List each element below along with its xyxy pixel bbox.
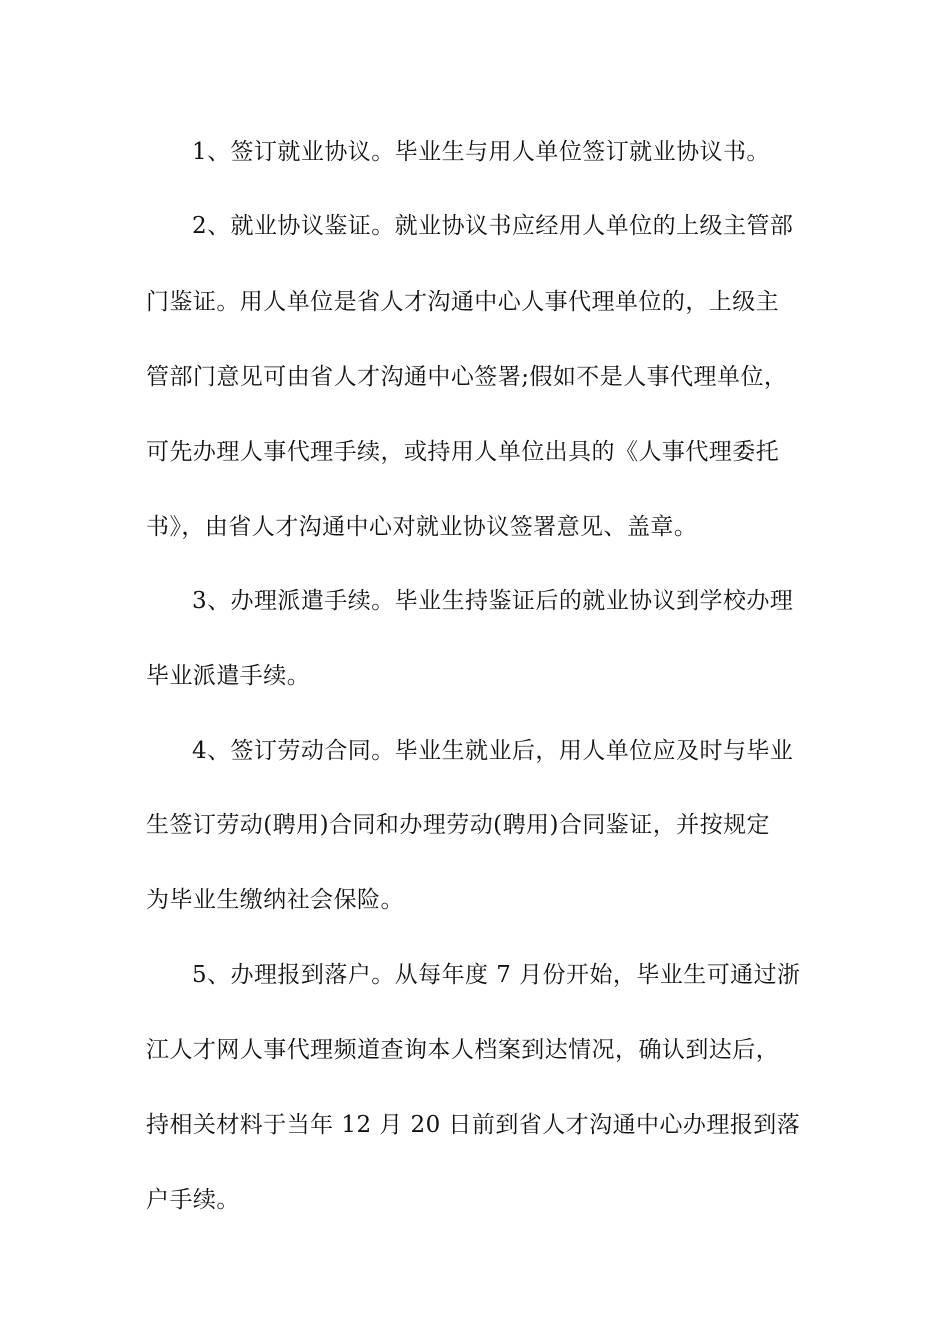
paragraph-4-line-1: 4、签订劳动合同。毕业生就业后，用人单位应及时与毕业	[192, 738, 794, 764]
paragraph-5-line-3: 持相关材料于当年 12 月 20 日前到省人才沟通中心办理报到落	[146, 1112, 801, 1138]
paragraph-3-line-2: 毕业派遣手续。	[146, 663, 311, 689]
paragraph-2-line-2: 门鉴证。用人单位是省人才沟通中心人事代理单位的，上级主	[146, 289, 780, 315]
paragraph-4-line-3: 为毕业生缴纳社会保险。	[146, 887, 404, 913]
paragraph-2-line-4: 可先办理人事代理手续，或持用人单位出具的《人事代理委托	[146, 439, 780, 465]
paragraph-1-line-1: 1、签订就业协议。毕业生与用人单位签订就业协议书。	[192, 139, 770, 165]
paragraph-5-line-2: 江人才网人事代理频道查询本人档案到达情况，确认到达后，	[146, 1037, 780, 1063]
paragraph-2-line-1: 2、就业协议鉴证。就业协议书应经用人单位的上级主管部	[192, 213, 794, 239]
paragraph-3-line-1: 3、办理派遣手续。毕业生持鉴证后的就业协议到学校办理	[192, 588, 794, 614]
paragraph-5-line-4: 户手续。	[146, 1187, 240, 1213]
paragraph-2-line-5: 书》，由省人才沟通中心对就业协议签署意见、盖章。	[146, 514, 698, 540]
paragraph-5-line-1: 5、办理报到落户。从每年度 7 月份开始，毕业生可通过浙	[192, 962, 801, 988]
paragraph-2-line-3: 管部门意见可由省人才沟通中心签署;假如不是人事代理单位，	[146, 364, 788, 390]
paragraph-4-line-2: 生签订劳动(聘用)合同和办理劳动(聘用)合同鉴证，并按规定	[146, 812, 770, 838]
